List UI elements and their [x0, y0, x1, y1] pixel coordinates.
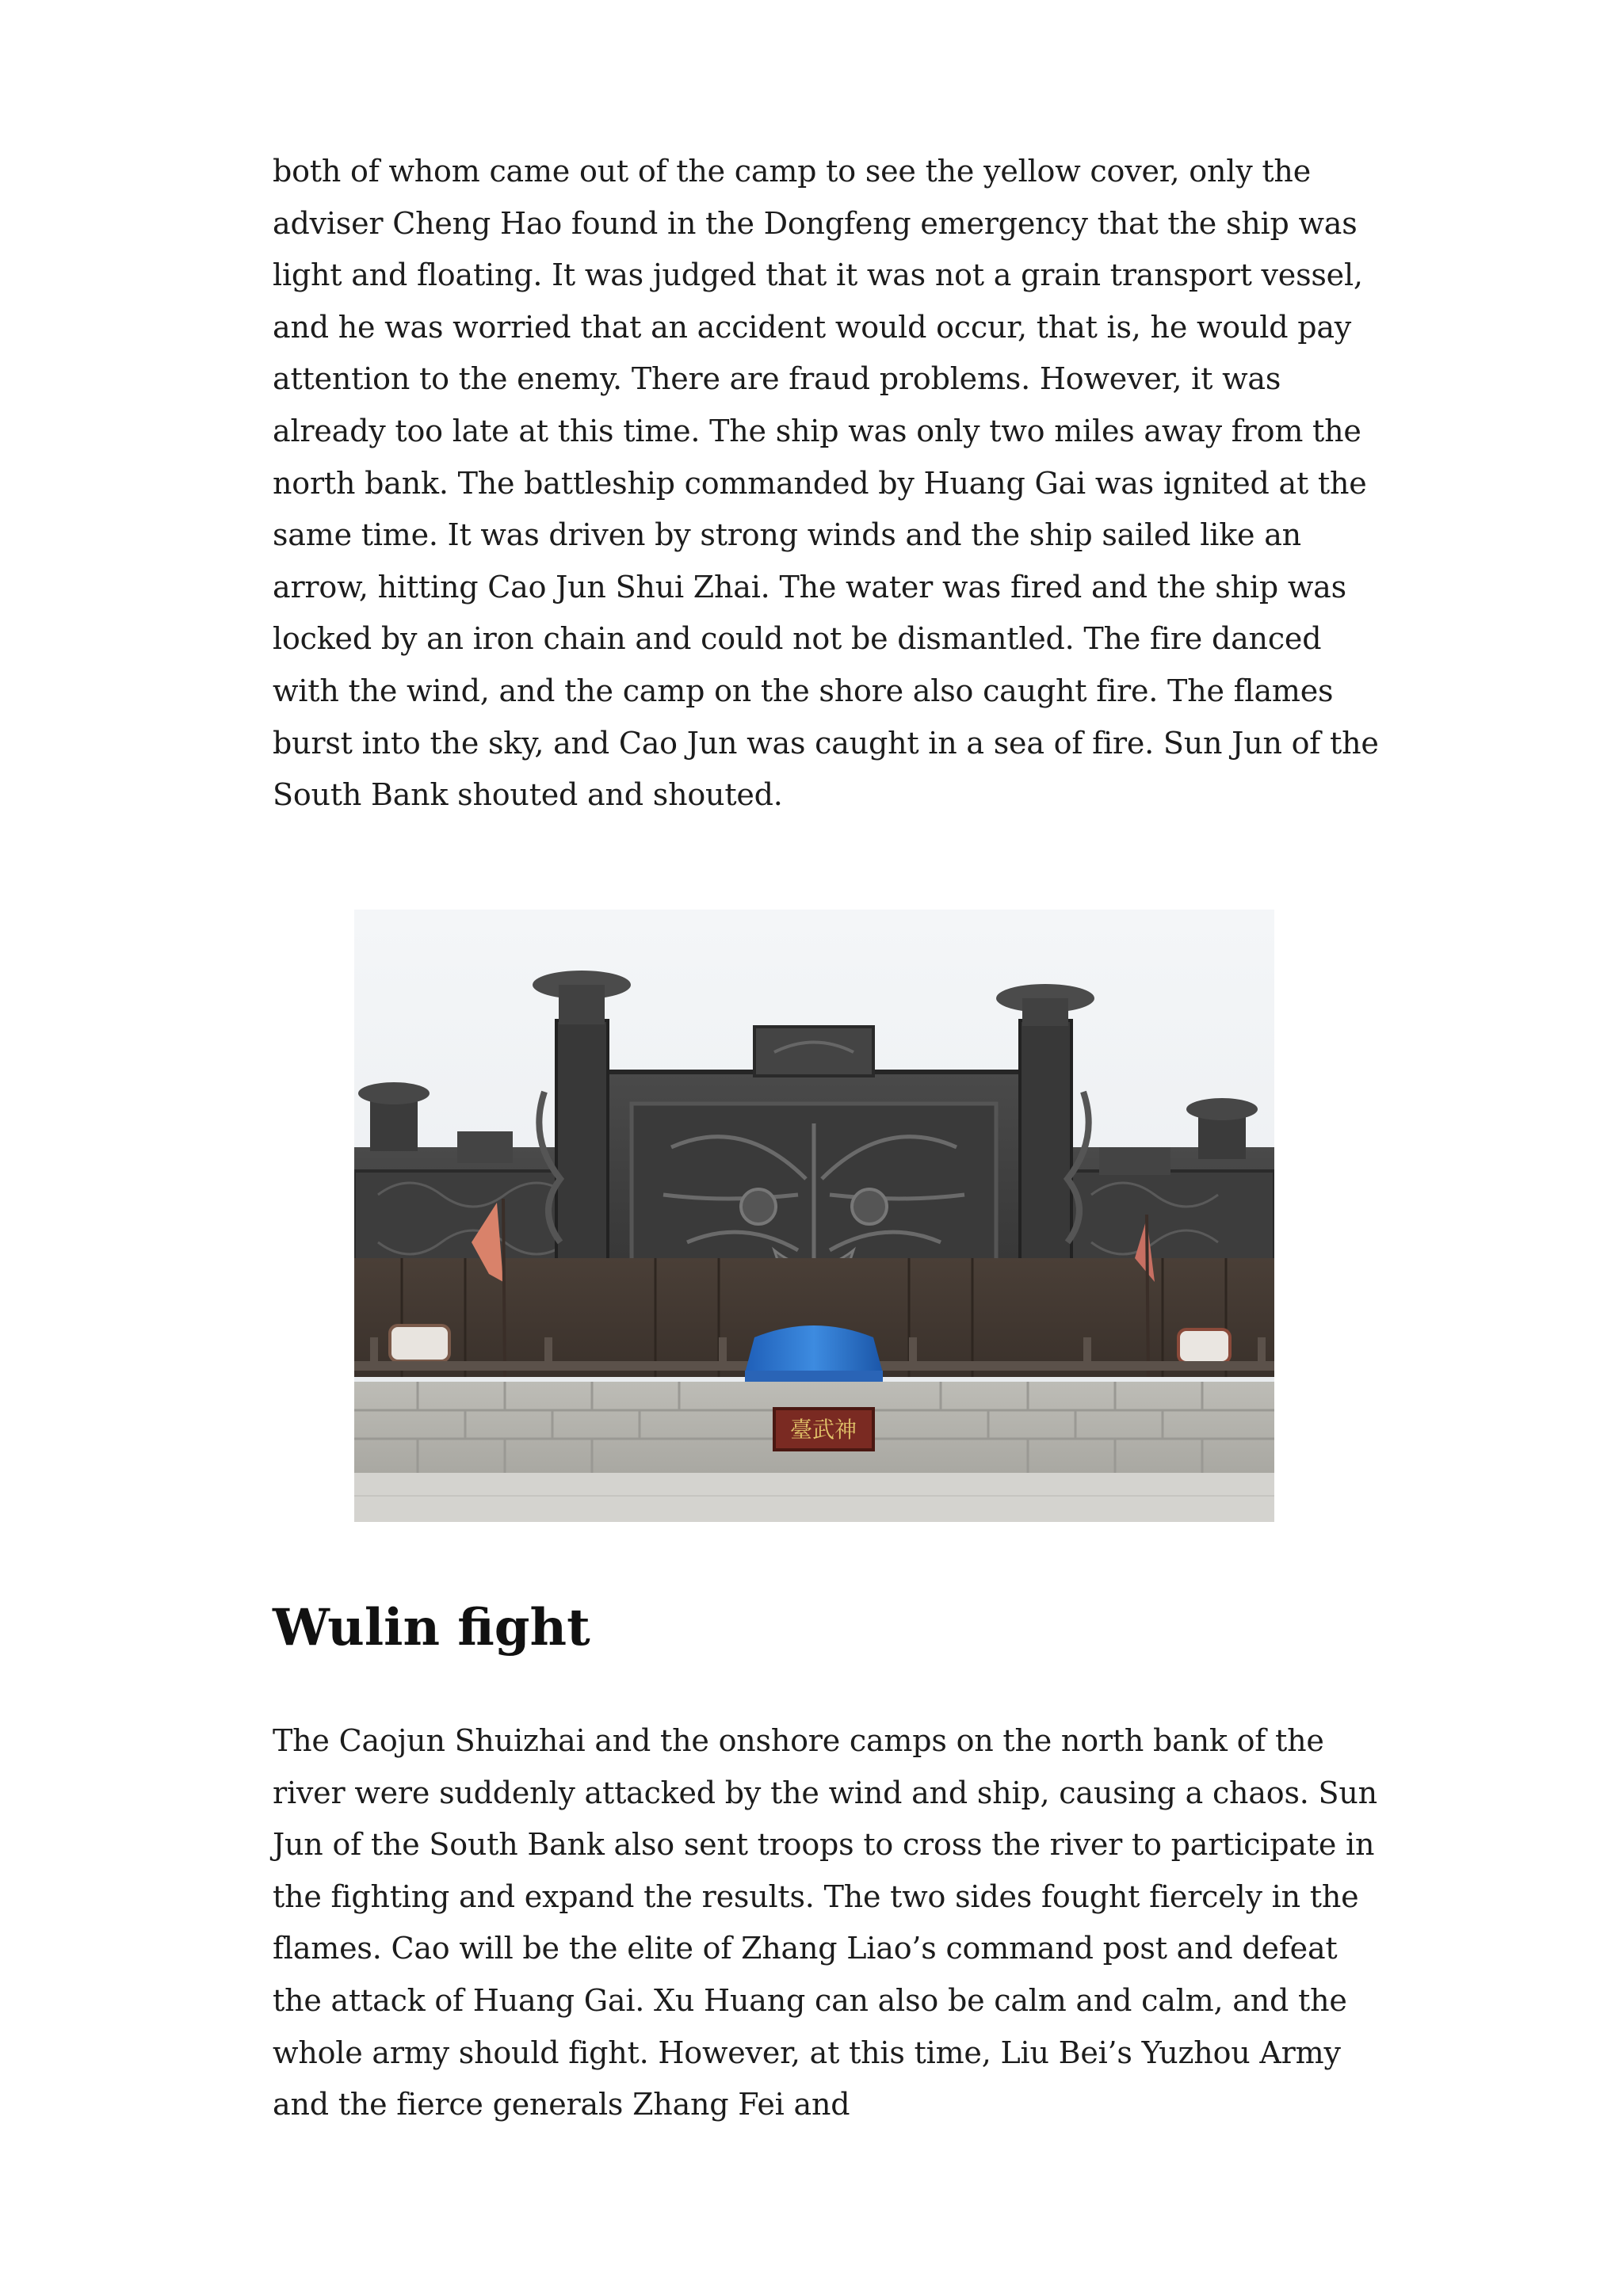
body-paragraph: The Caojun Shuizhai and the onshore camps on the north bank of the river were suddenly attacked by the wind and ship, causing a chaos. Sun Jun of the South Bank also sent troops to cross the river to participate in the fighting and expand the results. The two sides fought fiercely in the flames. Cao will be the elite of Zhang Liao’s command post and defeat the attack of Huang Gai. Xu Huang can also be calm and calm, and the whole army should fight. However, at this time, Liu Bei’s Yuzhou Army and the fierce generals Zhang Fei and — [273, 1723, 1377, 2122]
body-paragraph: both of whom came out of the camp to see the yellow cover, only the adviser Cheng Hao found in the Dongfeng emergency that the ship was light and floating. It was judged that it was not a grain transport vessel, and he was worried that an accident would occur, that is, he would pay attention to the enemy. There are fraud problems. However, it was already too late at this time. The ship was only two miles away from the north bank. The battleship commanded by Huang Gai was ignited at the same time. It was driven by strong winds and the ship sailed like an arrow, hitting Cao Jun Shui Zhai. The water was fired and the ship was locked by an iron chain and could not be dismantled. The fire danced with the wind, and the camp on the shore also caught fire. The flames burst into the sky, and Cao Jun was caught in a sea of fire. Sun Jun of the South Bank shouted and shouted. — [273, 154, 1379, 813]
plaque-inscription: 臺武神 — [789, 1417, 857, 1443]
section-heading: Wulin fight — [273, 1598, 590, 1657]
stone-altar-photo — [354, 910, 1274, 1522]
